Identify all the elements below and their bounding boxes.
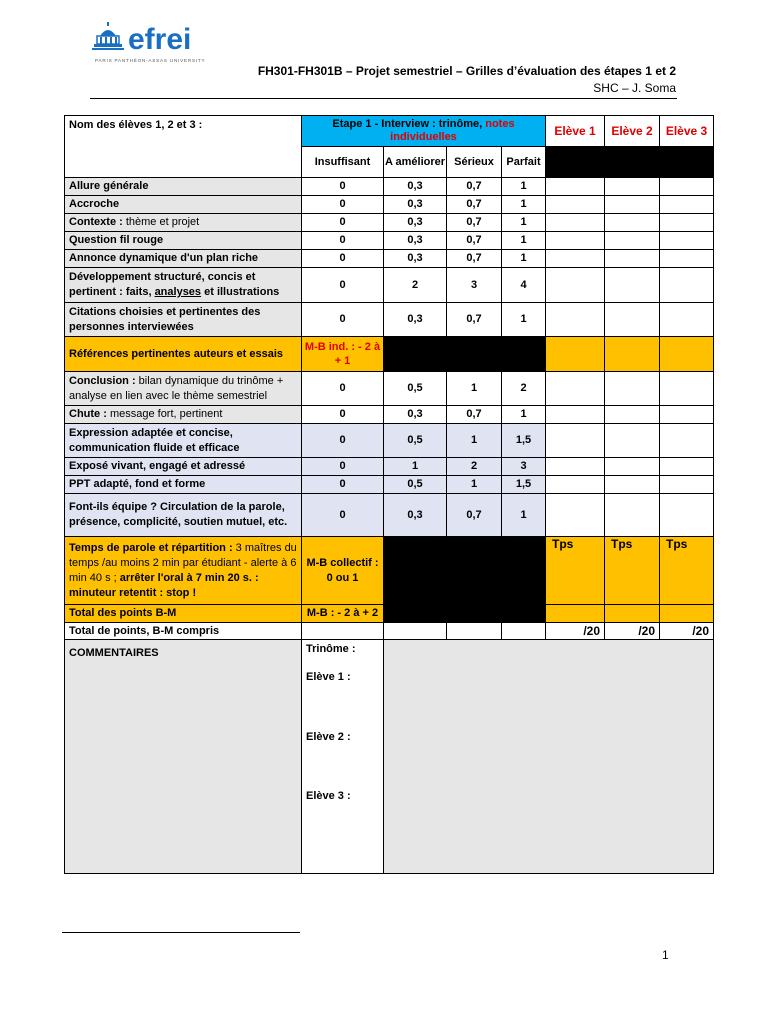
score-value: 1 xyxy=(520,313,527,325)
criterion-row-label xyxy=(64,457,302,476)
references-text: Références pertinentes auteurs et essais xyxy=(69,347,283,360)
student-score-cell xyxy=(545,493,605,537)
score-value: 1 xyxy=(520,508,527,521)
criterion-detail: thème et projet xyxy=(122,216,200,228)
page-number: 1 xyxy=(662,948,669,962)
score-value: 2 xyxy=(470,460,478,472)
criterion-row-label xyxy=(64,371,302,406)
comment-line-label: Elève 1 : xyxy=(306,671,351,683)
criterion-row-label xyxy=(64,249,302,268)
score-cell xyxy=(501,493,546,537)
score-cell xyxy=(383,177,447,196)
comment-line-label: Elève 3 : xyxy=(306,790,351,802)
score-value: 0,7 xyxy=(466,180,482,192)
criterion-row-label xyxy=(64,195,302,214)
score-value: 0 xyxy=(339,460,346,472)
score-value: 1 xyxy=(520,408,527,420)
score-value: 0 xyxy=(339,278,346,291)
score-value: 0 xyxy=(339,313,346,325)
student-header xyxy=(545,115,605,147)
total-bm-mb-text: M-B : - 2 à + 2 xyxy=(306,607,379,619)
logo-wordmark: efrei xyxy=(128,23,192,56)
criterion-label: et illustrations xyxy=(201,286,280,298)
total-empty-cell xyxy=(446,622,502,640)
references-mb xyxy=(301,336,384,372)
score-value: 0 xyxy=(339,216,346,228)
score-cell xyxy=(501,249,546,268)
score-value: 0,3 xyxy=(407,313,423,325)
score-cell xyxy=(501,302,546,337)
score-value: 1 xyxy=(520,180,527,192)
score-cell xyxy=(446,457,502,476)
score-value: 0 xyxy=(339,180,346,192)
score-value: 0 xyxy=(339,434,346,446)
criterion-label: Contexte : xyxy=(69,216,123,228)
level-header xyxy=(446,146,502,178)
score-value: 0,7 xyxy=(466,508,482,521)
student-score-cell xyxy=(604,371,660,406)
score-value: 0 xyxy=(339,382,346,394)
score-value: 2 xyxy=(520,382,527,394)
score-cell xyxy=(501,423,546,458)
evaluation-grid xyxy=(64,115,713,873)
score-value: 0,5 xyxy=(407,478,423,490)
score-cell xyxy=(446,423,502,458)
criterion-label: Citations choisies et pertinentes des personnes interviewées xyxy=(69,305,261,333)
score-cell xyxy=(501,195,546,214)
score-cell xyxy=(446,267,502,303)
criterion-label: Font-ils équipe ? Circulation de la parole, présence, complicité, soutien mutuel, etc. xyxy=(69,501,288,528)
timing-detail: 3 maîtres du temps /au moins 2 min par étudiant - alerte à 6 min 40 s ; xyxy=(69,541,297,584)
score-value: 0,3 xyxy=(407,252,423,264)
score-cell xyxy=(383,475,447,494)
criterion-label: Conclusion : xyxy=(69,374,136,387)
student-name: Elève 1 xyxy=(554,123,596,138)
student-score-cell xyxy=(604,249,660,268)
student-score-cell xyxy=(659,267,714,303)
score-cell xyxy=(501,177,546,196)
score-value: 1 xyxy=(520,198,527,210)
logo-tagline: PARIS PANTHÉON-ASSAS UNIVERSITY xyxy=(95,58,206,63)
tps-cell xyxy=(659,536,714,605)
student-score-cell xyxy=(659,302,714,337)
student-score-cell xyxy=(604,336,660,372)
criterion-label: Annonce dynamique d'un plan riche xyxy=(69,252,259,264)
tps-label: Tps xyxy=(666,537,688,551)
tps-cell xyxy=(545,536,605,605)
score-cell xyxy=(301,457,384,476)
student-score-cell xyxy=(604,231,660,250)
score-cell xyxy=(501,457,546,476)
score-cell xyxy=(301,213,384,232)
student-score-cell xyxy=(545,249,605,268)
total-empty-cell xyxy=(301,622,384,640)
student-score-cell xyxy=(659,177,714,196)
score-cell xyxy=(301,195,384,214)
step-title: Etape 1 - Interview : trinôme, xyxy=(332,118,483,130)
criterion-row-label xyxy=(64,177,302,196)
student-score-cell xyxy=(659,604,714,623)
criterion-row-label xyxy=(64,231,302,250)
total-empty-cell xyxy=(501,622,546,640)
student-score-cell xyxy=(659,213,714,232)
student-score-cell xyxy=(604,604,660,623)
student-name: Elève 2 xyxy=(611,123,653,138)
total-bm-mb xyxy=(301,604,384,623)
student-score-cell xyxy=(545,231,605,250)
criterion-row-label xyxy=(64,302,302,337)
total-score: /20 xyxy=(692,623,709,638)
criterion-label: Accroche xyxy=(69,198,120,210)
score-value: 0,3 xyxy=(407,408,423,420)
criterion-label: Allure générale xyxy=(69,180,149,192)
criterion-label: Chute : xyxy=(69,408,107,420)
blacked-out-cell xyxy=(383,336,546,372)
criterion-row-label xyxy=(64,423,302,458)
score-value: 0,7 xyxy=(466,216,482,228)
score-cell xyxy=(501,231,546,250)
timing-mb-text: M-B collectif : 0 ou 1 xyxy=(306,556,379,584)
score-value: 0,5 xyxy=(407,382,423,394)
score-value: 0,3 xyxy=(407,180,423,192)
blacked-out-cell xyxy=(545,146,714,178)
score-value: 0,7 xyxy=(466,234,482,246)
student-score-cell xyxy=(659,231,714,250)
score-value: 3 xyxy=(470,278,478,291)
score-cell xyxy=(301,493,384,537)
score-value: 0,7 xyxy=(466,408,482,420)
student-score-cell xyxy=(545,213,605,232)
total-score: /20 xyxy=(583,623,600,638)
score-cell xyxy=(383,267,447,303)
criterion-label: Développement structuré, concis et pertinent : faits, xyxy=(69,271,256,298)
score-cell xyxy=(383,493,447,537)
student-score-cell xyxy=(659,423,714,458)
score-value: 1 xyxy=(411,460,419,472)
student-names-cell xyxy=(64,115,302,178)
score-value: 1 xyxy=(520,216,527,228)
student-score-cell xyxy=(545,457,605,476)
tps-cell xyxy=(604,536,660,605)
footnote-rule xyxy=(62,932,300,933)
score-value: 1 xyxy=(470,382,478,394)
level-label: Parfait xyxy=(506,155,541,168)
total-bm-text: Total des points B-M xyxy=(69,607,177,619)
score-cell xyxy=(383,249,447,268)
score-value: 1 xyxy=(470,478,478,490)
student-score-cell xyxy=(545,267,605,303)
criterion-detail: bilan dynamique du trinôme + analyse en lien avec le thème semestriel xyxy=(69,374,284,402)
criterion-label: PPT adapté, fond et forme xyxy=(69,478,206,490)
score-cell xyxy=(383,405,447,424)
student-score-cell xyxy=(659,493,714,537)
level-label: A améliorer xyxy=(384,155,446,168)
score-value: 0,3 xyxy=(407,216,423,228)
student-header xyxy=(604,115,660,147)
header-rule xyxy=(90,98,677,99)
score-value: 0 xyxy=(339,234,346,246)
score-cell xyxy=(446,177,502,196)
score-value: 0,3 xyxy=(407,198,423,210)
score-value: 0 xyxy=(339,198,346,210)
student-score-cell xyxy=(604,302,660,337)
score-value: 0 xyxy=(339,478,346,490)
criterion-row-label xyxy=(64,493,302,537)
student-score-cell xyxy=(659,475,714,494)
score-value: 0,7 xyxy=(466,313,482,325)
comment-line-label: Elève 2 : xyxy=(306,731,351,743)
student-header xyxy=(659,115,714,147)
score-value: 0 xyxy=(339,252,346,264)
student-score-cell xyxy=(545,475,605,494)
score-cell xyxy=(446,302,502,337)
score-cell xyxy=(446,213,502,232)
score-cell xyxy=(301,475,384,494)
student-score-cell xyxy=(659,457,714,476)
student-name: Elève 3 xyxy=(665,123,708,138)
comments-area xyxy=(383,639,714,874)
score-cell xyxy=(301,302,384,337)
step-title-highlight: notes individuelles xyxy=(390,118,515,143)
score-cell xyxy=(501,213,546,232)
score-cell xyxy=(301,231,384,250)
total-bm-label xyxy=(64,604,302,623)
student-score-cell xyxy=(659,371,714,406)
criterion-row-label xyxy=(64,213,302,232)
score-value: 2 xyxy=(411,278,419,291)
student-score-cell xyxy=(604,493,660,537)
level-header xyxy=(501,146,546,178)
total-score: /20 xyxy=(638,623,655,638)
student-score-cell xyxy=(545,423,605,458)
score-value: 1 xyxy=(520,234,527,246)
score-value: 0,3 xyxy=(407,234,423,246)
timing-label xyxy=(64,536,302,605)
level-label: Insuffisant xyxy=(314,155,371,168)
student-score-cell xyxy=(659,249,714,268)
efrei-logo xyxy=(92,22,222,68)
student-score-cell xyxy=(659,405,714,424)
student-score-cell xyxy=(545,302,605,337)
score-cell xyxy=(383,195,447,214)
score-cell xyxy=(501,371,546,406)
total-text: Total de points, B-M compris xyxy=(69,624,220,637)
total-empty-cell xyxy=(383,622,447,640)
student-score-cell xyxy=(604,423,660,458)
score-cell xyxy=(501,475,546,494)
comments-label xyxy=(64,639,302,874)
score-cell xyxy=(446,493,502,537)
comment-line-label: Trinôme : xyxy=(306,643,356,655)
score-cell xyxy=(383,231,447,250)
score-cell xyxy=(383,423,447,458)
document-title: FH301-FH301B – Projet semestriel – Grilles d’évaluation des étapes 1 et 2 xyxy=(257,64,676,78)
student-score-cell xyxy=(659,195,714,214)
score-value: 1 xyxy=(520,252,527,264)
criterion-row-label xyxy=(64,475,302,494)
score-cell xyxy=(301,249,384,268)
student-score-cell xyxy=(545,604,605,623)
criterion-label-underlined: analyses xyxy=(154,286,202,298)
comments-text: COMMENTAIRES xyxy=(69,647,159,659)
score-cell xyxy=(446,195,502,214)
criterion-label: Exposé vivant, engagé et adressé xyxy=(69,460,246,472)
score-cell xyxy=(301,423,384,458)
score-value: 0 xyxy=(339,508,346,521)
total-score-cell xyxy=(604,622,660,640)
student-score-cell xyxy=(604,195,660,214)
student-score-cell xyxy=(659,336,714,372)
score-value: 0,3 xyxy=(407,508,423,521)
score-cell xyxy=(301,177,384,196)
references-mb-text: M-B ind. : - 2 à + 1 xyxy=(304,341,381,367)
student-score-cell xyxy=(604,177,660,196)
criterion-row-label xyxy=(64,267,302,303)
tps-label: Tps xyxy=(552,537,574,551)
student-score-cell xyxy=(604,405,660,424)
score-cell xyxy=(446,371,502,406)
score-cell xyxy=(383,457,447,476)
score-cell xyxy=(446,475,502,494)
level-header xyxy=(383,146,447,178)
student-score-cell xyxy=(545,195,605,214)
score-cell xyxy=(383,302,447,337)
student-score-cell xyxy=(604,475,660,494)
score-value: 0 xyxy=(339,408,346,420)
score-value: 1 xyxy=(470,434,478,446)
score-value: 1,5 xyxy=(515,434,532,446)
student-score-cell xyxy=(604,457,660,476)
total-label xyxy=(64,622,302,640)
blacked-out-cell xyxy=(383,536,546,605)
tps-label: Tps xyxy=(611,537,633,551)
comments-students xyxy=(301,639,384,874)
document-author: SHC – J. Soma xyxy=(593,81,676,95)
score-cell xyxy=(446,231,502,250)
student-score-cell xyxy=(545,177,605,196)
level-header xyxy=(301,146,384,178)
score-cell xyxy=(446,249,502,268)
score-cell xyxy=(383,371,447,406)
criterion-label: Question fil rouge xyxy=(69,234,164,246)
criterion-row-label xyxy=(64,405,302,424)
score-cell xyxy=(446,405,502,424)
total-score-cell xyxy=(545,622,605,640)
student-score-cell xyxy=(545,336,605,372)
score-value: 4 xyxy=(520,278,527,291)
student-names-label: Nom des élèves 1, 2 et 3 : xyxy=(69,119,203,131)
score-cell xyxy=(301,405,384,424)
score-cell xyxy=(301,371,384,406)
references-label xyxy=(64,336,302,372)
criterion-label: Expression adaptée et concise, communication fluide et efficace xyxy=(69,426,240,454)
timing-bold: Temps de parole et répartition : xyxy=(69,541,233,554)
timing-mb xyxy=(301,536,384,605)
score-cell xyxy=(383,213,447,232)
score-cell xyxy=(501,405,546,424)
student-score-cell xyxy=(604,267,660,303)
total-score-cell xyxy=(659,622,714,640)
score-cell xyxy=(301,267,384,303)
score-value: 1,5 xyxy=(515,478,532,490)
score-value: 3 xyxy=(520,460,527,472)
student-score-cell xyxy=(604,213,660,232)
score-value: 0,7 xyxy=(466,252,482,264)
score-value: 0,7 xyxy=(466,198,482,210)
criterion-detail: message fort, pertinent xyxy=(106,408,223,420)
score-cell xyxy=(501,267,546,303)
timing-bold: arrêter l'oral à 7 min 20 s. : minuteur retentit : stop ! xyxy=(69,571,259,599)
blacked-out-cell xyxy=(383,604,546,623)
level-label: Sérieux xyxy=(454,155,494,168)
student-score-cell xyxy=(545,371,605,406)
step-title-cell xyxy=(301,115,546,147)
score-value: 0,5 xyxy=(407,434,423,446)
student-score-cell xyxy=(545,405,605,424)
